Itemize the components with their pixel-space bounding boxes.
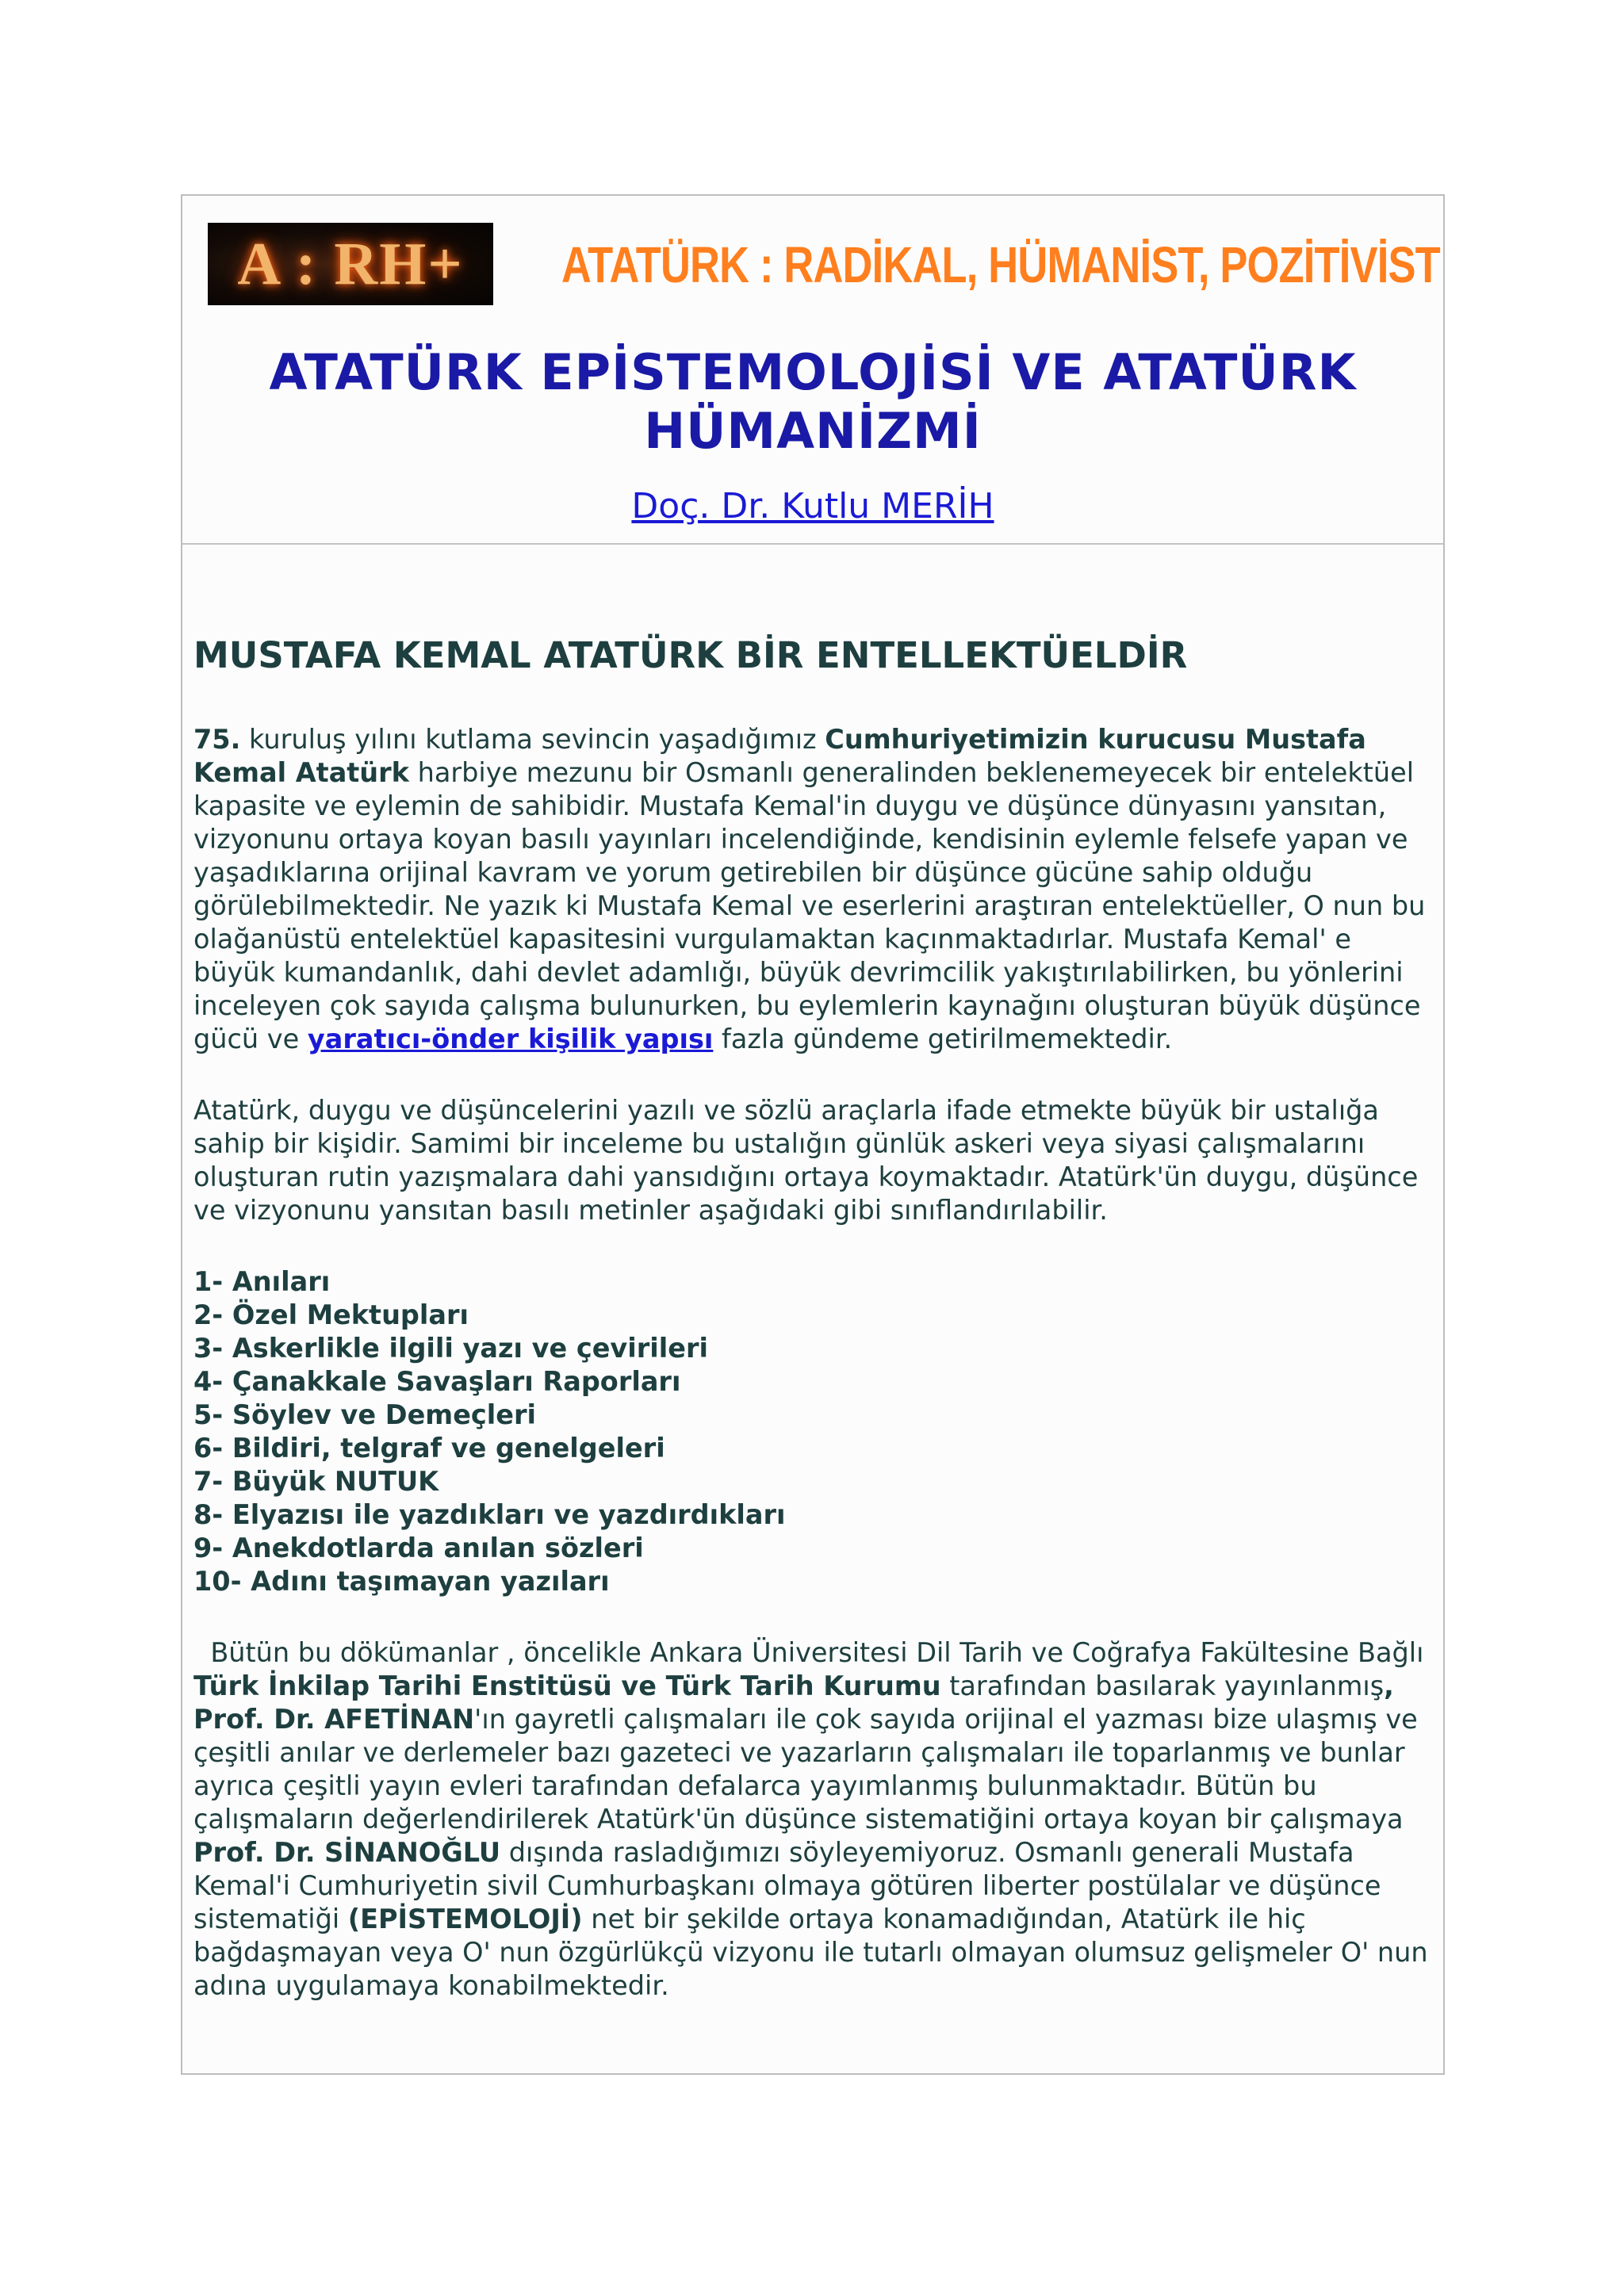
list-item: 9- Anekdotlarda anılan sözleri bbox=[193, 1533, 644, 1563]
paragraph-1 bbox=[193, 723, 1438, 1056]
p1-text-2: harbiye mezunu bir Osmanlı generalinden beklenemeyecek bir entelektüel kapasite ve eylemin de sahibidir. Mustafa Kemal'in duygu ve düşünce dünyasını yansıtan, vizyonunu ortaya koyan basılı yayınları incelendiğinde, kendisinin eylemle felsefe yapan ve yaşadıklarına orijinal kavram ve yorum getirebilen bir düşünce gücüne sahip olduğu görülebilmektedir. Ne yazık ki Mustafa Kemal ve eserlerini araştıran entelektüeller, O nun bu olağanüstü entelektüel kapasitesini vurgulamaktan kaçınmaktadırlar. Mustafa Kemal' e büyük kumandanlık, dahi devlet adamlığı, büyük devrimcilik yakıştırılabilirken, bu yönlerini inceleyen çok sayıda çalışma bulunurken, bu eylemlerin kaynağını oluşturan büyük düşünce gücü ve bbox=[193, 757, 1426, 1054]
author-row bbox=[182, 475, 1443, 545]
p1-text-3: fazla gündeme getirilmemektedir. bbox=[713, 1024, 1173, 1054]
site-banner: ATATÜRK : RADİKAL, HÜMANİST, POZİTİVİST bbox=[561, 236, 1440, 293]
p3-bold-2: , Prof. Dr. AFETİNAN bbox=[193, 1670, 1404, 1735]
list-item: 7- Büyük NUTUK bbox=[193, 1466, 439, 1497]
works-list bbox=[193, 1265, 1438, 1598]
list-item: 5- Söylev ve Demeçleri bbox=[193, 1399, 536, 1430]
paragraph-3 bbox=[193, 1636, 1438, 2003]
p3-bold-4: (EPİSTEMOLOJİ) bbox=[347, 1904, 583, 1934]
p3-text-4: dışında rasladığımızı söyleyemiyoruz. Osmanlı generali Mustafa Kemal'i Cumhuriyetin sivil Cumhurbaşkanı olmaya götüren liberter postülalar ve düşünce sistematiği bbox=[193, 1837, 1390, 1934]
article-body bbox=[193, 634, 1438, 2003]
list-item: 10- Adını taşımayan yazıları bbox=[193, 1566, 610, 1597]
author-link[interactable]: Doç. Dr. Kutlu MERİH bbox=[631, 486, 994, 526]
title-row bbox=[182, 332, 1443, 476]
site-logo[interactable] bbox=[208, 223, 493, 305]
p3-bold-1: Türk İnkilap Tarihi Enstitüsü ve Türk Tarih Kurumu bbox=[193, 1670, 941, 1701]
logo-text: A : RH+ bbox=[237, 230, 464, 297]
list-item: 1- Anıları bbox=[193, 1266, 331, 1297]
page-title: ATATÜRK EPİSTEMOLOJİSİ VE ATATÜRK HÜMANİZMİ bbox=[269, 343, 1357, 460]
list-item: 6- Bildiri, telgraf ve genelgeleri bbox=[193, 1433, 665, 1464]
list-item: 2- Özel Mektupları bbox=[193, 1299, 469, 1330]
paragraph-2: Atatürk, duygu ve düşüncelerini yazılı ve sözlü araçlarla ifade etmekte büyük bir ustalığa sahip bir kişidir. Samimi bir inceleme bu ustalığın günlük askeri veya siyasi çalışmalarını oluşturan rutin yazışmalara dahi yansıdığını ortaya koymaktadır. Atatürk'ün duygu, düşünce ve vizyonunu yansıtan basılı metinler aşağıdaki gibi sınıflandırılabilir. bbox=[193, 1095, 1419, 1226]
personality-link[interactable]: yaratıcı-önder kişilik yapısı bbox=[307, 1024, 714, 1054]
p3-text-1: Bütün bu dökümanlar , öncelikle Ankara Üniversitesi Dil Tarih ve Coğrafya Fakültesine Bağlı bbox=[193, 1637, 1433, 1668]
p3-text-2: tarafından basılarak yayınlanmış bbox=[940, 1670, 1385, 1701]
list-item: 3- Askerlikle ilgili yazı ve çevirileri bbox=[193, 1333, 708, 1364]
header-row bbox=[182, 196, 1443, 334]
p1-bold-1: 75. bbox=[193, 724, 241, 755]
list-item: 8- Elyazısı ile yazdıkları ve yazdırdıkları bbox=[193, 1499, 786, 1530]
p3-bold-3: Prof. Dr. SİNANOĞLU bbox=[193, 1837, 501, 1868]
p1-bold-2: Cumhuriyetimizin kurucusu Mustafa Kemal Atatürk bbox=[193, 724, 1366, 788]
section-heading: MUSTAFA KEMAL ATATÜRK BİR ENTELLEKTÜELDİR bbox=[193, 634, 1188, 676]
list-item: 4- Çanakkale Savaşları Raporları bbox=[193, 1366, 681, 1397]
p3-text-3: 'ın gayretli çalışmaları ile çok sayıda orijinal el yazması bize ulaşmış ve çeşitli anılar ve derlemeler bazı gazeteci ve yazarların çalışmaları ile toparlanmış ve bunlar ayrıca çeşitli yayın evleri tarafından defalarca yayımlanmış bulunmaktadır. Bütün bu çalışmaların değerlendirilerek Atatürk'ün düşünce sistematiğini ortaya koyan bir çalışmaya bbox=[193, 1704, 1427, 1835]
p1-text-1: kuruluş yılını kutlama sevincin yaşadığımız bbox=[240, 724, 825, 755]
p3-text-5: net bir şekilde ortaya konamadığından, Atatürk ile hiç bağdaşmayan veya O' nun özgürlükçü vizyonu ile tutarlı olmayan olumsuz gelişmeler O' nun adına uygulamaya konabilmektedir. bbox=[193, 1904, 1437, 2001]
document-frame bbox=[181, 194, 1445, 2075]
